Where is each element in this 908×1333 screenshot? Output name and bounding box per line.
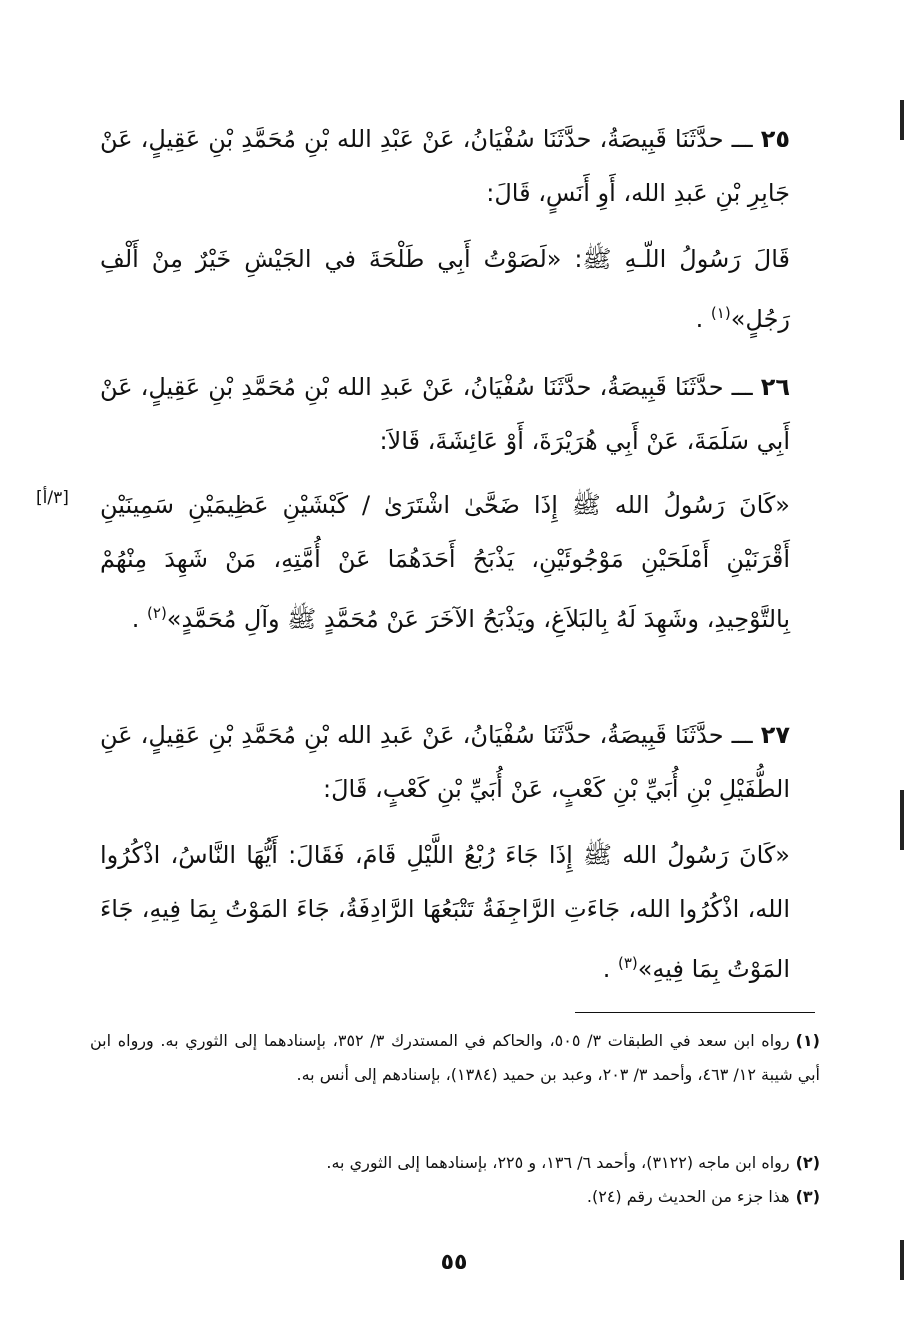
hadith-25-matn [100, 232, 790, 346]
footnote-text: رواه ابن ماجه (٣١٢٢)، وأحمد ٦/ ١٣٦، و ٢٢٥، بإسنادهما إلى الثوري به. [326, 1153, 790, 1172]
footnote-separator [575, 1012, 815, 1013]
hadith-number: ٢٧ [760, 721, 790, 749]
footnote-marker: (١) [795, 1031, 820, 1050]
footnote-marker: (٣) [795, 1187, 820, 1206]
manuscript-folio-marker: [٣/أ] [36, 488, 69, 508]
hadith-number: ٢٦ [760, 373, 790, 401]
hadith-number: ٢٥ [760, 125, 790, 153]
matn-text: «كَانَ رَسُولُ الله ﷺ إِذَا ضَحَّىٰ اشْتَرَىٰ / كَبْشَيْنِ عَظِيمَيْنِ سَمِينَيْنِ أَقْرَنَيْنِ أَمْلَحَيْنِ مَوْجُوئَيْنِ، يَذْبَحُ أَحَدَهُمَا عَنْ أُمَّتِهِ، مَنْ شَهِدَ مِنْهُمْ بِالتَّوْحِيدِ، وشَهِدَ لَهُ بِالبَلاَغِ، ويَذْبَحُ الآخَرَ عَنْ مُحَمَّدٍ ﷺ وآلِ مُحَمَّدٍ» [100, 491, 790, 633]
scan-edge-mark [900, 100, 904, 140]
period: . [695, 305, 704, 333]
period: . [602, 955, 611, 983]
footnote-marker: (٢) [795, 1153, 820, 1172]
hadith-25-isnad [100, 112, 790, 220]
footnote-2 [90, 1146, 820, 1180]
page-number: ٥٥ [440, 1250, 468, 1275]
footnote-text: رواه ابن سعد في الطبقات ٣/ ٥٠٥، والحاكم في المستدرك ٣/ ٣٥٢، بإسنادهما إلى الثوري به. ورواه ابن أبي شيبة ١٢/ ٤٦٣، وأحمد ٣/ ٢٠٣، وعبد بن حميد (١٣٨٤)، بإسنادهم إلى أنس به. [90, 1031, 820, 1084]
footnote-1 [90, 1024, 820, 1092]
hadith-26-isnad [100, 360, 790, 468]
period: . [131, 605, 140, 633]
isnad-text: ـــ حدَّثَنَا قَبِيصَةُ، حدَّثَنَا سُفْيَانُ، عَنْ عَبدِ الله بْنِ مُحَمَّدِ بْنِ عَقِيلٍ، عَنْ أَبِي سَلَمَةَ، عَنْ أَبِي هُرَيْرَةَ، أَوْ عَائِشَةَ، قَالاَ: [100, 373, 790, 455]
hadith-27-isnad [100, 708, 790, 816]
hadith-27-matn [100, 828, 790, 996]
footnote-reference[interactable]: (٣) [617, 954, 638, 972]
scan-edge-mark [900, 1240, 904, 1280]
scan-edge-mark [900, 790, 904, 850]
footnote-reference[interactable]: (٢) [147, 604, 167, 622]
footnote-reference[interactable]: (١) [710, 304, 731, 322]
footnote-3 [90, 1180, 820, 1214]
matn-text: قَالَ رَسُولُ اللّـهِ ﷺ: «لَصَوْتُ أَبِي طَلْحَةَ في الجَيْشِ خَيْرٌ مِنْ أَلْفِ رَجُلٍ» [100, 245, 790, 333]
isnad-text: ـــ حدَّثَنَا قَبِيصَةُ، حدَّثَنَا سُفْيَانُ، عَنْ عَبْدِ الله بْنِ مُحَمَّدِ بْنِ عَقِيلٍ، عَنْ جَابِرِ بْنِ عَبدِ الله، أَوِ أَنَسٍ، قَالَ: [100, 125, 790, 207]
hadith-26-matn [100, 478, 790, 646]
matn-text: «كَانَ رَسُولُ الله ﷺ إِذَا جَاءَ رُبْعُ اللَّيْلِ قَامَ، فَقَالَ: أَيُّهَا النَّاسُ، اذْكُرُوا الله، اذْكُرُوا الله، جَاءَتِ الرَّاجِفَةُ تَتْبَعُهَا الرَّادِفَةُ، جَاءَ المَوْتُ بِمَا فِيهِ، جَاءَ المَوْتُ بِمَا فِيهِ» [100, 841, 790, 983]
footnote-text: هذا جزء من الحديث رقم (٢٤). [586, 1187, 790, 1206]
isnad-text: ـــ حدَّثَنَا قَبِيصَةُ، حدَّثَنَا سُفْيَانُ، عَنْ عَبدِ الله بْنِ مُحَمَّدِ بْنِ عَقِيلٍ، عَنِ الطُّفَيْلِ بْنِ أُبَيِّ بْنِ كَعْبٍ، عَنْ أُبَيِّ بْنِ كَعْبٍ، قَالَ: [100, 721, 790, 803]
